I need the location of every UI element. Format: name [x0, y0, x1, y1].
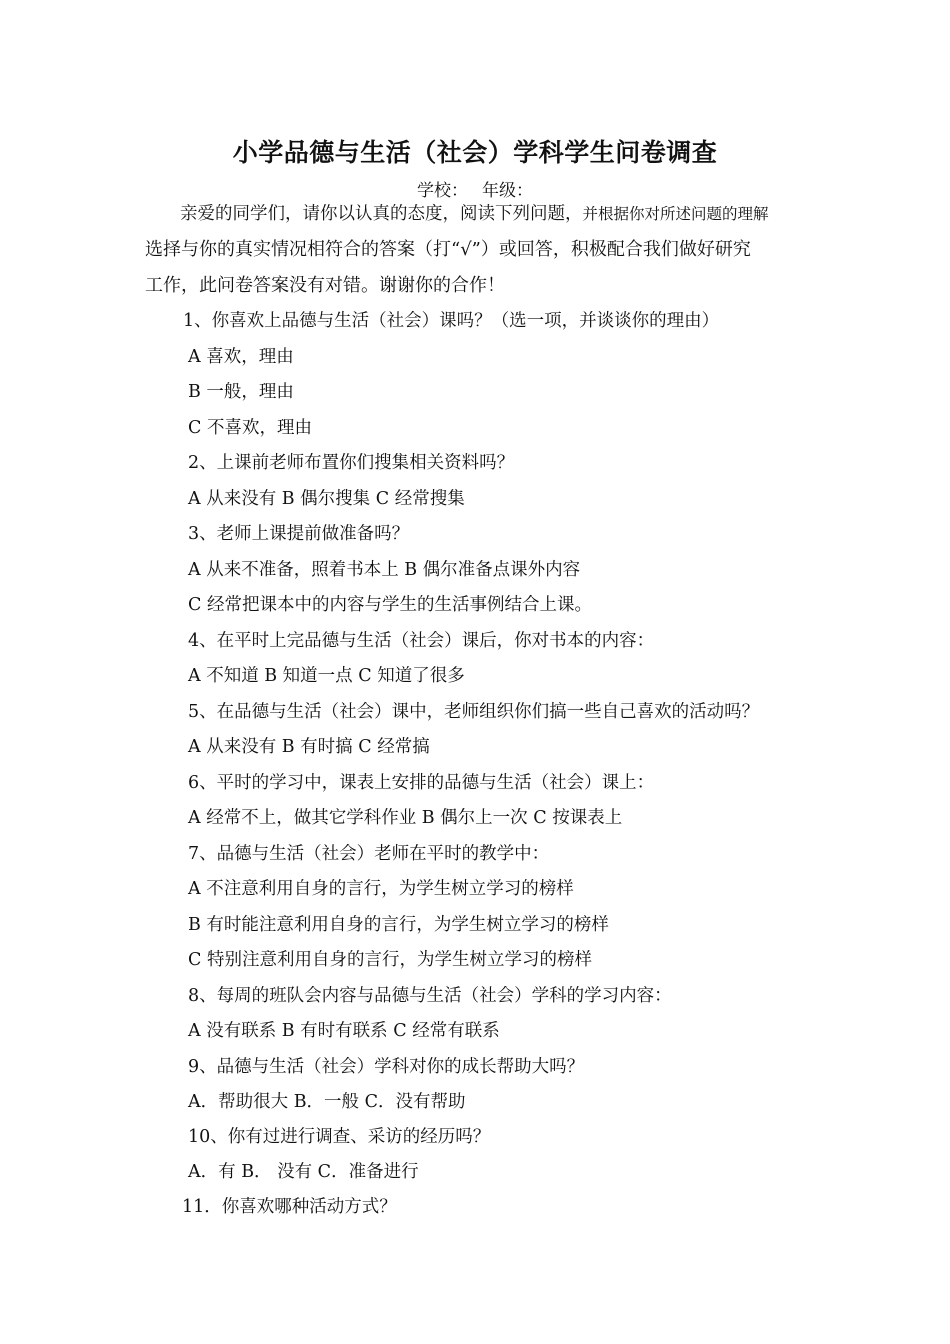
question-line: 6、平时的学习中，课表上安排的品德与生活（社会）课上：	[188, 773, 655, 793]
question-line: 9、品德与生活（社会）学科对你的成长帮助大吗？	[188, 1057, 585, 1077]
question-line: 2、上课前老师布置你们搜集相关资料吗？	[188, 453, 515, 473]
question-line: 8、每周的班队会内容与品德与生活（社会）学科的学习内容：	[188, 986, 672, 1006]
option-line: A 喜欢，理由	[188, 347, 294, 367]
option-line: A 没有联系 B 有时有联系 C 经常有联系	[188, 1021, 500, 1041]
option-line: C 不喜欢，理由	[188, 418, 312, 438]
option-line: A 从来没有 B 有时搞 C 经常搞	[188, 737, 430, 757]
option-line: A 不知道 B 知道一点 C 知道了很多	[188, 666, 465, 686]
intro-line-1-small: 并根据你对所述问题的理解	[582, 205, 769, 223]
intro-line-3: 工作，此问卷答案没有对错。谢谢你的合作！	[145, 275, 505, 296]
question-line: 5、在品德与生活（社会）课中，老师组织你们搞一些自己喜欢的活动吗？	[188, 702, 760, 722]
option-line: A 经常不上，做其它学科作业 B 偶尔上一次 C 按课表上	[188, 808, 623, 828]
intro-line-2: 选择与你的真实情况相符合的答案（打“√”）或回答，积极配合我们做好研究	[145, 239, 751, 260]
school-grade-line	[0, 176, 950, 201]
question-line: 10、你有过进行调查、采访的经历吗？	[188, 1127, 491, 1147]
option-line: A 从来不准备，照着书本上 B 偶尔准备点课外内容	[188, 560, 581, 580]
option-line: B 有时能注意利用自身的言行，为学生树立学习的榜样	[188, 915, 609, 935]
question-line: 11．你喜欢哪种活动方式？	[182, 1197, 397, 1217]
option-line: B 一般，理由	[188, 382, 294, 402]
page-title: 小学品德与生活（社会）学科学生问卷调查	[232, 138, 718, 167]
option-line: A．帮助很大 B．一般 C．没有帮助	[188, 1092, 466, 1112]
question-line: 3、老师上课提前做准备吗？	[188, 524, 410, 544]
intro-line-1-main: 亲爱的同学们，请你以认真的态度，阅读下列问题，	[180, 204, 583, 224]
option-line: C 经常把课本中的内容与学生的生活事例结合上课。	[188, 595, 592, 615]
option-line: A．有 B． 没有 C．准备进行	[188, 1162, 419, 1182]
option-line: A 不注意利用自身的言行，为学生树立学习的榜样	[188, 879, 574, 899]
question-line: 4、在平时上完品德与生活（社会）课后，你对书本的内容：	[188, 631, 655, 651]
intro-line-1	[180, 202, 769, 226]
option-line: A 从来没有 B 偶尔搜集 C 经常搜集	[188, 489, 465, 509]
school-label: 学校：	[417, 181, 468, 201]
grade-label: 年级：	[482, 181, 533, 201]
option-line: C 特别注意利用自身的言行，为学生树立学习的榜样	[188, 950, 592, 970]
question-line: 1、你喜欢上品德与生活（社会）课吗？（选一项，并谈谈你的理由）	[183, 311, 720, 331]
question-line: 7、品德与生活（社会）老师在平时的教学中：	[188, 844, 550, 864]
